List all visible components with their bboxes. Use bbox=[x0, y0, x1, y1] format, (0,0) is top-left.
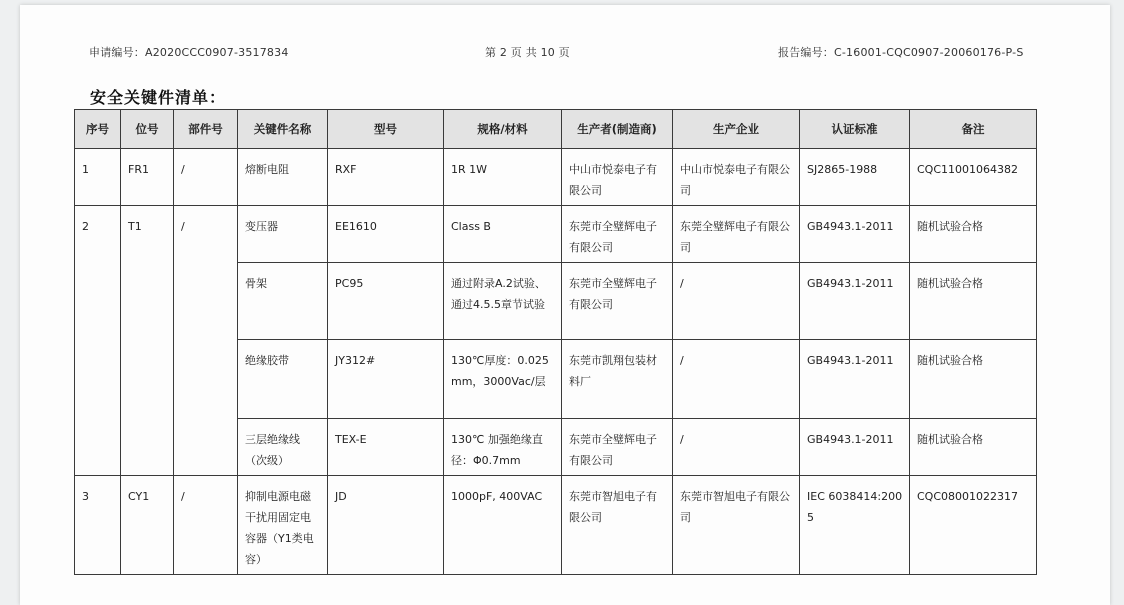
document-page bbox=[20, 5, 1110, 605]
col-header-seq: 序号 bbox=[75, 110, 121, 149]
page-indicator: 第 2 页 共 10 页 bbox=[485, 46, 570, 59]
cell-factory: 东莞市智旭电子有限公司 bbox=[673, 476, 800, 575]
table-row bbox=[75, 476, 1037, 575]
cell-spec: 1R 1W bbox=[444, 149, 562, 206]
cell-remark: CQC08001022317 bbox=[910, 476, 1037, 575]
cell-model: EE1610 bbox=[328, 206, 444, 263]
cell-standard: SJ2865-1988 bbox=[800, 149, 910, 206]
cell-spec: Class B bbox=[444, 206, 562, 263]
cell-manufacturer: 中山市悦泰电子有限公司 bbox=[562, 149, 673, 206]
cell-remark: 随机试验合格 bbox=[910, 419, 1037, 476]
table-header-row bbox=[75, 110, 1037, 149]
cell-remark: 随机试验合格 bbox=[910, 340, 1037, 419]
cell-position: FR1 bbox=[121, 149, 174, 206]
cell-part-no: / bbox=[174, 206, 238, 476]
cell-factory: 中山市悦泰电子有限公司 bbox=[673, 149, 800, 206]
cell-seq: 3 bbox=[75, 476, 121, 575]
cell-manufacturer: 东莞市智旭电子有限公司 bbox=[562, 476, 673, 575]
cell-remark: 随机试验合格 bbox=[910, 263, 1037, 340]
cell-seq: 2 bbox=[75, 206, 121, 476]
col-header-part-no: 部件号 bbox=[174, 110, 238, 149]
cell-model: JD bbox=[328, 476, 444, 575]
cell-manufacturer: 东莞市全璧辉电子有限公司 bbox=[562, 419, 673, 476]
report-number: 报告编号：C-16001-CQC0907-20060176-P-S bbox=[778, 46, 1024, 59]
cell-component-name: 三层绝缘线（次级） bbox=[238, 419, 328, 476]
cell-spec: 1000pF, 400VAC bbox=[444, 476, 562, 575]
cell-component-name: 绝缘胶带 bbox=[238, 340, 328, 419]
cell-factory: / bbox=[673, 419, 800, 476]
cell-spec: 130℃厚度：0.025mm，3000Vac/层 bbox=[444, 340, 562, 419]
cell-position: T1 bbox=[121, 206, 174, 476]
cell-seq: 1 bbox=[75, 149, 121, 206]
cell-position: CY1 bbox=[121, 476, 174, 575]
cell-component-name: 抑制电源电磁干扰用固定电容器（Y1类电容） bbox=[238, 476, 328, 575]
application-number: 申请编号：A2020CCC0907-3517834 bbox=[89, 46, 289, 59]
cell-model: PC95 bbox=[328, 263, 444, 340]
cell-remark: 随机试验合格 bbox=[910, 206, 1037, 263]
cell-factory: / bbox=[673, 263, 800, 340]
cell-spec: 130℃ 加强绝缘直径：Φ0.7mm bbox=[444, 419, 562, 476]
table-row bbox=[75, 149, 1037, 206]
cell-part-no: / bbox=[174, 476, 238, 575]
cell-factory: 东莞全璧辉电子有限公司 bbox=[673, 206, 800, 263]
cell-remark: CQC11001064382 bbox=[910, 149, 1037, 206]
section-title: 安全关键件清单： bbox=[90, 88, 227, 107]
col-header-factory: 生产企业 bbox=[673, 110, 800, 149]
cell-model: RXF bbox=[328, 149, 444, 206]
col-header-position: 位号 bbox=[121, 110, 174, 149]
safety-critical-components-table bbox=[74, 109, 1037, 575]
cell-manufacturer: 东莞市全璧辉电子有限公司 bbox=[562, 206, 673, 263]
cell-part-no: / bbox=[174, 149, 238, 206]
cell-standard: GB4943.1-2011 bbox=[800, 206, 910, 263]
col-header-spec: 规格/材料 bbox=[444, 110, 562, 149]
cell-model: JY312# bbox=[328, 340, 444, 419]
col-header-component-name: 关键件名称 bbox=[238, 110, 328, 149]
cell-manufacturer: 东莞市全璧辉电子有限公司 bbox=[562, 263, 673, 340]
cell-component-name: 变压器 bbox=[238, 206, 328, 263]
cell-manufacturer: 东莞市凯翔包装材料厂 bbox=[562, 340, 673, 419]
cell-standard: GB4943.1-2011 bbox=[800, 340, 910, 419]
cell-component-name: 骨架 bbox=[238, 263, 328, 340]
col-header-standard: 认证标准 bbox=[800, 110, 910, 149]
col-header-manufacturer: 生产者(制造商) bbox=[562, 110, 673, 149]
table-row bbox=[75, 206, 1037, 263]
cell-spec: 通过附录A.2试验、通过4.5.5章节试验 bbox=[444, 263, 562, 340]
cell-component-name: 熔断电阻 bbox=[238, 149, 328, 206]
col-header-remark: 备注 bbox=[910, 110, 1037, 149]
cell-standard: GB4943.1-2011 bbox=[800, 419, 910, 476]
cell-factory: / bbox=[673, 340, 800, 419]
col-header-model: 型号 bbox=[328, 110, 444, 149]
cell-model: TEX-E bbox=[328, 419, 444, 476]
cell-standard: GB4943.1-2011 bbox=[800, 263, 910, 340]
cell-standard: IEC 6038414:2005 bbox=[800, 476, 910, 575]
